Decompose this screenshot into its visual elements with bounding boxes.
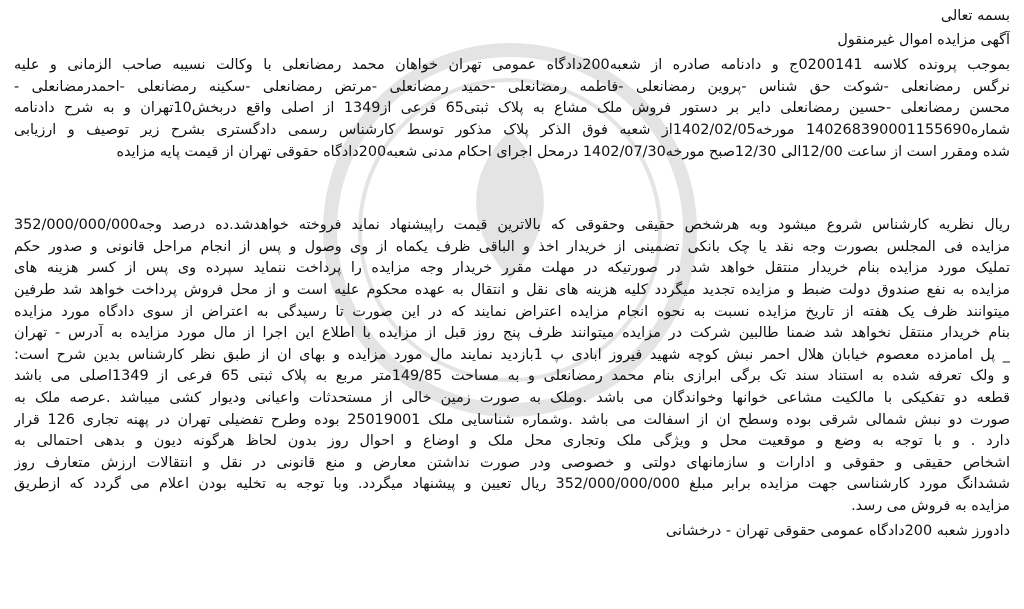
para1-line: شماره140268390001155690 مورخه1402/02/05از شعبه فوق الذکر پلاک مذکور توسط کارشناس رسمی دادگستری بشرح زیر توصیف و ارزیابی <box>14 121 1010 138</box>
paragraph-2 <box>14 215 1010 517</box>
doc-heading: آگهی مزایده اموال غیرمنقول <box>837 31 1010 48</box>
para2-line: قطعه دو تفکیکی با مالکیت مشاعی خوانها وخواندگان می باشد .وملک به صورت زمین خالی از مستحدثات واعیانی ودیوار کشی میباشد .عرصه ملک به <box>14 389 1010 406</box>
para2-line: مزایده به نفع صندوق دولت ضبط و مزایده تجدید میگردد کلیه هزینه های نقل و انتقال به عهده محکوم علیه است و از محل فروش پرداخت خواهد شد طرفین <box>14 281 1010 298</box>
para1-line: شده ومقرر است از ساعت 12/00الی 12/30صبح مورخه1402/07/30 درمحل اجرای احکام مدنی شعبه200دادگاه حقوقی تهران از قیمت پایه مزایده <box>116 143 1010 160</box>
para1-line: محسن رمضانعلی -حسین رمضانعلی دایر بر دستور فروش ملک مشاع به پلاک ثبتی65 فرعی از1349 از اصلی واقع دربخش10تهران و به شرح دادنامه <box>14 100 1010 117</box>
para1-line: نرگس رمضانعلی -شوکت حق شناس -پروین رمضانعلی -فاطمه رمضانعلی -حمید رمضانعلی -مرتض رمضانعلی -سکینه رمضانعلی -احمدرمضانعلی - <box>14 78 1010 95</box>
doc-title: بسمه تعالی <box>940 8 1010 24</box>
para2-line: صورت دو نبش شمالی شرقی بوده وسطح ان از اسفالت می باشد .وشماره شناسایی ملک 25019001 بوده وطرح تفضیلی تهران در پهنه تجاری 126 قرار <box>14 411 1010 428</box>
para2-line: مزایده به فروش می رسد. <box>851 497 1010 514</box>
para2-line: تملیک مورد مزایده بنام خریدار منتقل خواهد شد در صورتیکه در مهلت مقرر خریدار وجه مزایده را پرداخت ننماید سپرده وی پس از کسر هزینه های <box>14 260 1010 277</box>
para2-line: و ولک تعرفه شده به استناد سند تک برگی ابرازی بنام محمد رمضانعلی و به مساحت 149/85متر مربع به پلاک ثبتی 65 فرعی از 1349اصلی می باشد <box>14 368 1010 385</box>
para2-line: مزایده فی المجلس بصورت وجه نقد یا چک بانکی تضمینی از خریدار اخذ و الباقی ظرف یکماه از وی وصول و پس از انجام مراحل قانونی و صدور حکم <box>14 238 1010 255</box>
doc-signature: دادورز شعبه 200دادگاه عمومی حقوقی تهران - درخشانی <box>665 523 1010 540</box>
para2-line: دارد . و با توجه به وضع و موقعیت محل و ویژگی ملک وتجاری محل ملک و اوضاع و احوال روز بدون لحاظ هرگونه دیون و بدهی احتمالی به <box>14 433 1010 450</box>
para2-line: اشخاص حقیقی و حقوقی و ادارات و سازمانهای دولتی و خصوصی ودر صورت نداشتن معارض و منع قانونی در نقل و انتقالات ارزش متعارف روز <box>14 454 1010 471</box>
para2-line: ریال نظریه کارشناس شروع میشود وبه هرشخص حقیقی وحقوقی که بالاترین قیمت راپیشنهاد نماید فروخته خواهدشد.ده درصد وجه352/000/000/000 <box>14 217 1010 234</box>
document <box>14 6 1010 606</box>
paragraph-1 <box>14 55 1010 163</box>
para2-line: میتوانند ظرف یک هفته از تاریخ مزایده نسبت به نحوه انجام مزایده اعتراض نمایند که در این صورت تا رسیدگی به اعتراض از سوی دادگاه مورد مزایده <box>14 303 1010 320</box>
para2-line: بنام خریدار منتقل نخواهد شد ضمنا طالبین شرکت در مزایده میتوانند ظرف پنج روز قبل از مزایده با اطلاع این اجرا از مال مورد مزایده به آدرس - تهران <box>14 325 1010 342</box>
para1-line: بموجب پرونده کلاسه 0200141ج و دادنامه صادره از شعبه200دادگاه عمومی تهران خواهان محمد رمضانعلی با وکالت نسیبه صاحب الزمانی و علیه <box>14 57 1010 74</box>
para2-line: ششدانگ مورد کارشناسی جهت مزایده برابر مبلغ 352/000/000/000 ریال تعیین و پیشنهاد میگردد. وبا توجه به تخلیه بودن اعلام می گردد که ازطریق <box>14 476 1010 493</box>
para2-line: _ پل امامزده معصوم خیابان هلال احمر نبش کوچه شهید فیروز ابادی پ 1بازدید نمایند مال مورد مزایده و بهای ان از طبق نظر کارشناس بدین شرح است: <box>14 346 1010 363</box>
